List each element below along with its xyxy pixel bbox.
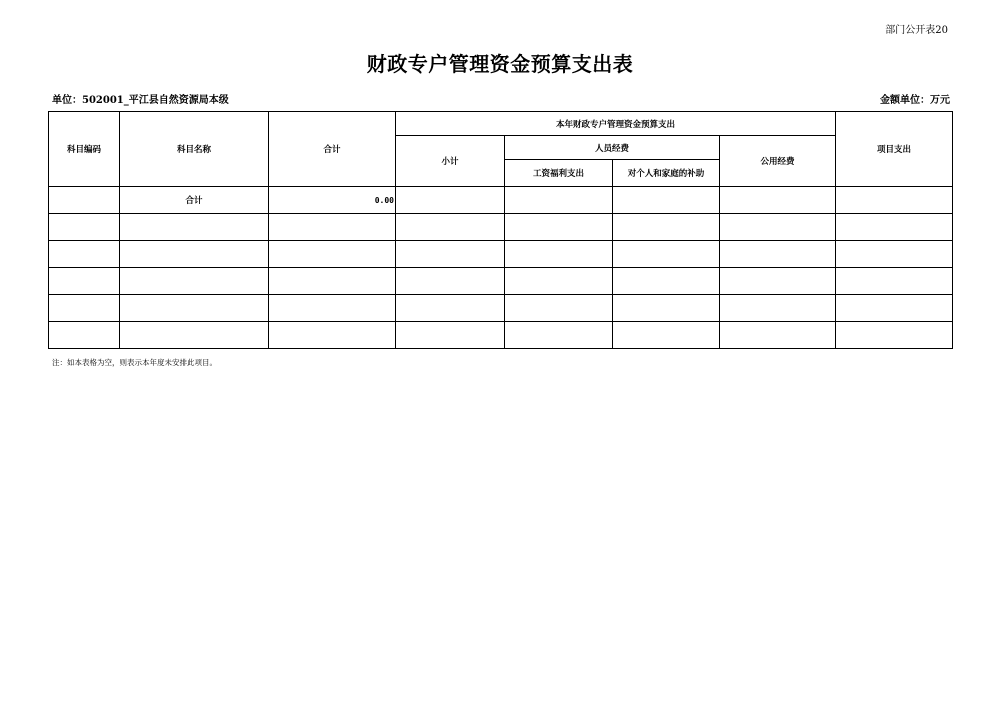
cell-project — [836, 214, 953, 241]
cell-subsidy — [613, 268, 720, 295]
cell-name — [120, 241, 269, 268]
cell-project — [836, 268, 953, 295]
budget-table — [48, 111, 953, 349]
cell-code — [49, 187, 120, 214]
header-wages: 工资福利支出 — [505, 160, 613, 187]
header-total: 合计 — [269, 112, 396, 187]
form-code: 部门公开表20 — [885, 25, 948, 36]
footnote: 注：如本表格为空，则表示本年度未安排此项目。 — [52, 358, 217, 367]
cell-subtotal — [396, 187, 505, 214]
header-public: 公用经费 — [720, 136, 836, 187]
cell-code — [49, 295, 120, 322]
cell-code — [49, 214, 120, 241]
cell-code — [49, 322, 120, 349]
cell-wages — [505, 322, 613, 349]
cell-subsidy — [613, 241, 720, 268]
cell-public — [720, 322, 836, 349]
cell-name — [120, 268, 269, 295]
cell-subsidy — [613, 295, 720, 322]
cell-total — [269, 295, 396, 322]
table-row — [49, 241, 953, 268]
cell-total — [269, 214, 396, 241]
cell-subtotal — [396, 241, 505, 268]
header-project: 项目支出 — [836, 112, 953, 187]
cell-total: 0.00 — [269, 187, 396, 214]
cell-subtotal — [396, 322, 505, 349]
cell-subsidy — [613, 214, 720, 241]
cell-project — [836, 187, 953, 214]
table-row — [49, 187, 953, 214]
cell-code — [49, 268, 120, 295]
cell-total — [269, 268, 396, 295]
cell-code — [49, 241, 120, 268]
cell-subsidy — [613, 322, 720, 349]
cell-total — [269, 241, 396, 268]
cell-wages — [505, 214, 613, 241]
cell-total — [269, 322, 396, 349]
cell-name — [120, 322, 269, 349]
header-subtotal: 小计 — [396, 136, 505, 187]
page-title: 财政专户管理资金预算支出表 — [366, 52, 634, 76]
cell-public — [720, 241, 836, 268]
cell-name — [120, 214, 269, 241]
cell-wages — [505, 268, 613, 295]
table-row — [49, 295, 953, 322]
cell-name: 合计 — [120, 187, 269, 214]
amount-unit: 金额单位：万元 — [880, 95, 950, 106]
cell-subsidy — [613, 187, 720, 214]
cell-name — [120, 295, 269, 322]
cell-subtotal — [396, 295, 505, 322]
table-row — [49, 214, 953, 241]
header-subject-code: 科目编码 — [49, 112, 120, 187]
cell-public — [720, 187, 836, 214]
cell-project — [836, 241, 953, 268]
cell-subtotal — [396, 268, 505, 295]
table-row — [49, 322, 953, 349]
header-personnel: 人员经费 — [505, 136, 720, 160]
cell-public — [720, 268, 836, 295]
header-subsidy: 对个人和家庭的补助 — [613, 160, 720, 187]
cell-project — [836, 322, 953, 349]
cell-wages — [505, 295, 613, 322]
cell-subtotal — [396, 214, 505, 241]
cell-project — [836, 295, 953, 322]
cell-public — [720, 214, 836, 241]
unit-label: 单位：502001_平江县自然资源局本级 — [52, 95, 229, 106]
cell-wages — [505, 187, 613, 214]
header-subject-name: 科目名称 — [120, 112, 269, 187]
table-row — [49, 268, 953, 295]
cell-public — [720, 295, 836, 322]
header-current-year-group: 本年财政专户管理资金预算支出 — [396, 112, 836, 136]
cell-wages — [505, 241, 613, 268]
